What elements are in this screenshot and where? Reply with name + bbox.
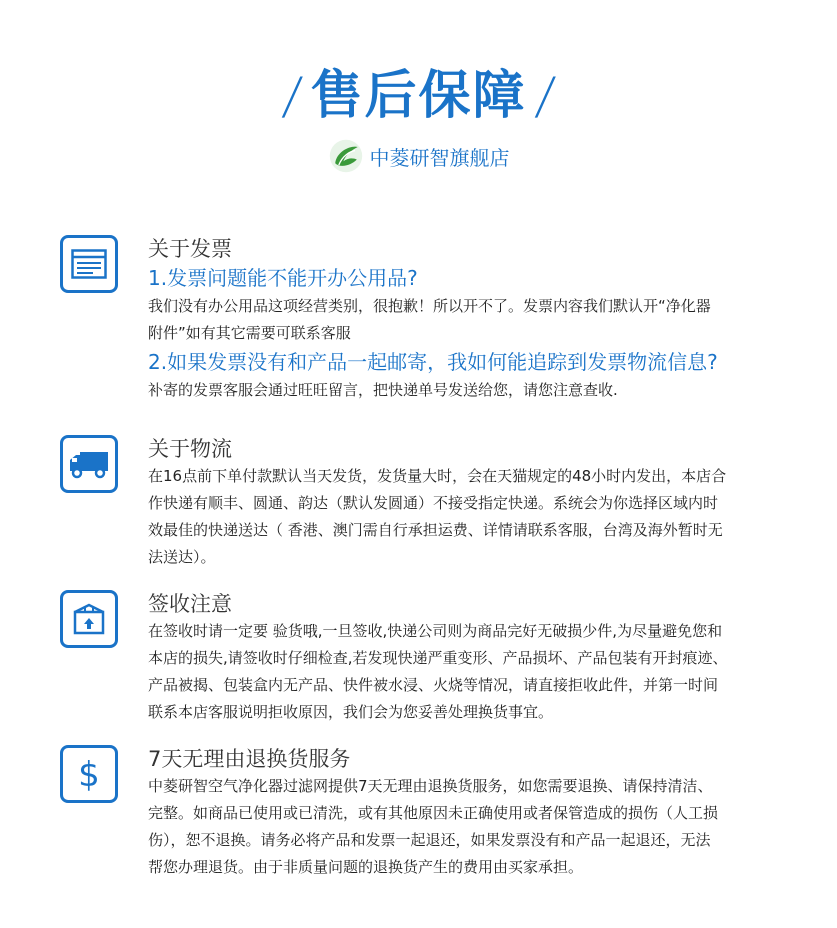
receipt-text-line: 产品被揭、包装盒内无产品、快件被水浸、火烧等情况，请直接拒收此件，并第一时间 bbox=[148, 676, 719, 694]
refund-text-line: 中菱研智空气净化器过滤网提供7天无理由退换货服务，如您需要退换、请保持清洁、 bbox=[148, 777, 713, 795]
receipt-text-line: 联系本店客服说明拒收原因，我们会为您妥善处理换货事宜。 bbox=[148, 703, 554, 721]
logistics-text-line: 法送达）。 bbox=[148, 548, 216, 566]
truck-icon bbox=[60, 435, 118, 493]
receipt-text-line: 本店的损失,请签收时仔细检查,若发现快递严重变形、产品损坏、产品包装有开封痕迹、 bbox=[148, 649, 728, 667]
receipt-section-title: 签收注意 bbox=[148, 592, 232, 616]
package-icon bbox=[60, 590, 118, 648]
invoice-question-1: 1.发票问题能不能开办公用品? bbox=[148, 266, 418, 290]
page-title: 售后保障 bbox=[310, 66, 527, 126]
page-header bbox=[0, 60, 837, 176]
dollar-icon bbox=[60, 745, 118, 803]
receipt-text-line: 在签收时请一定要 验货哦,一旦签收,快递公司则为商品完好无破损少件,为尽量避免您和 bbox=[148, 622, 723, 640]
right-slash-decoration: / bbox=[532, 67, 558, 125]
refund-text-line: 伤），恕不退换。请务必将产品和发票一起退还，如果发票没有和产品一起退还，无法 bbox=[148, 831, 711, 849]
logistics-text-line: 效最佳的快递送达（ 香港、澳门需自行承担运费、详情请联系客服，台湾及海外暂时无 bbox=[148, 521, 723, 539]
invoice-answer-1-line-2: 附件”如有其它需要可联系客服 bbox=[148, 324, 351, 342]
refund-text-line: 完整。如商品已使用或已清洗，或有其他原因未正确使用或者保管造成的损伤（人工损 bbox=[148, 804, 719, 822]
left-slash-decoration: / bbox=[279, 67, 305, 125]
refund-section-title: 7天无理由退换货服务 bbox=[148, 747, 351, 771]
logistics-text-line: 在16点前下单付款默认当天发货，发货量大时，会在天猫规定的48小时内发出，本店合 bbox=[148, 467, 727, 485]
logistics-section-title: 关于物流 bbox=[148, 437, 232, 461]
refund-text-line: 帮您办理退货。由于非质量问题的退换货产生的费用由买家承担。 bbox=[148, 858, 584, 876]
brand-name: 中菱研智旗舰店 bbox=[369, 145, 510, 170]
invoice-question-2: 2.如果发票没有和产品一起邮寄，我如何能追踪到发票物流信息? bbox=[148, 350, 718, 374]
invoice-answer-1-line-1: 我们没有办公用品这项经营类别，很抱歉！所以开不了。发票内容我们默认开“净化器 bbox=[148, 297, 711, 315]
brand-row bbox=[0, 136, 837, 176]
logistics-text-line: 作快递有顺丰、圆通、韵达（默认发圆通）不接受指定快递。系统会为你选择区域内时 bbox=[148, 494, 719, 512]
title-row bbox=[0, 60, 837, 132]
invoice-icon bbox=[60, 235, 118, 293]
svg-text:$: $ bbox=[78, 755, 100, 793]
invoice-answer-2: 补寄的发票客服会通过旺旺留言，把快递单号发送给您，请您注意查收. bbox=[148, 381, 618, 399]
invoice-section-title: 关于发票 bbox=[148, 237, 232, 261]
brand-logo-icon bbox=[328, 138, 364, 174]
